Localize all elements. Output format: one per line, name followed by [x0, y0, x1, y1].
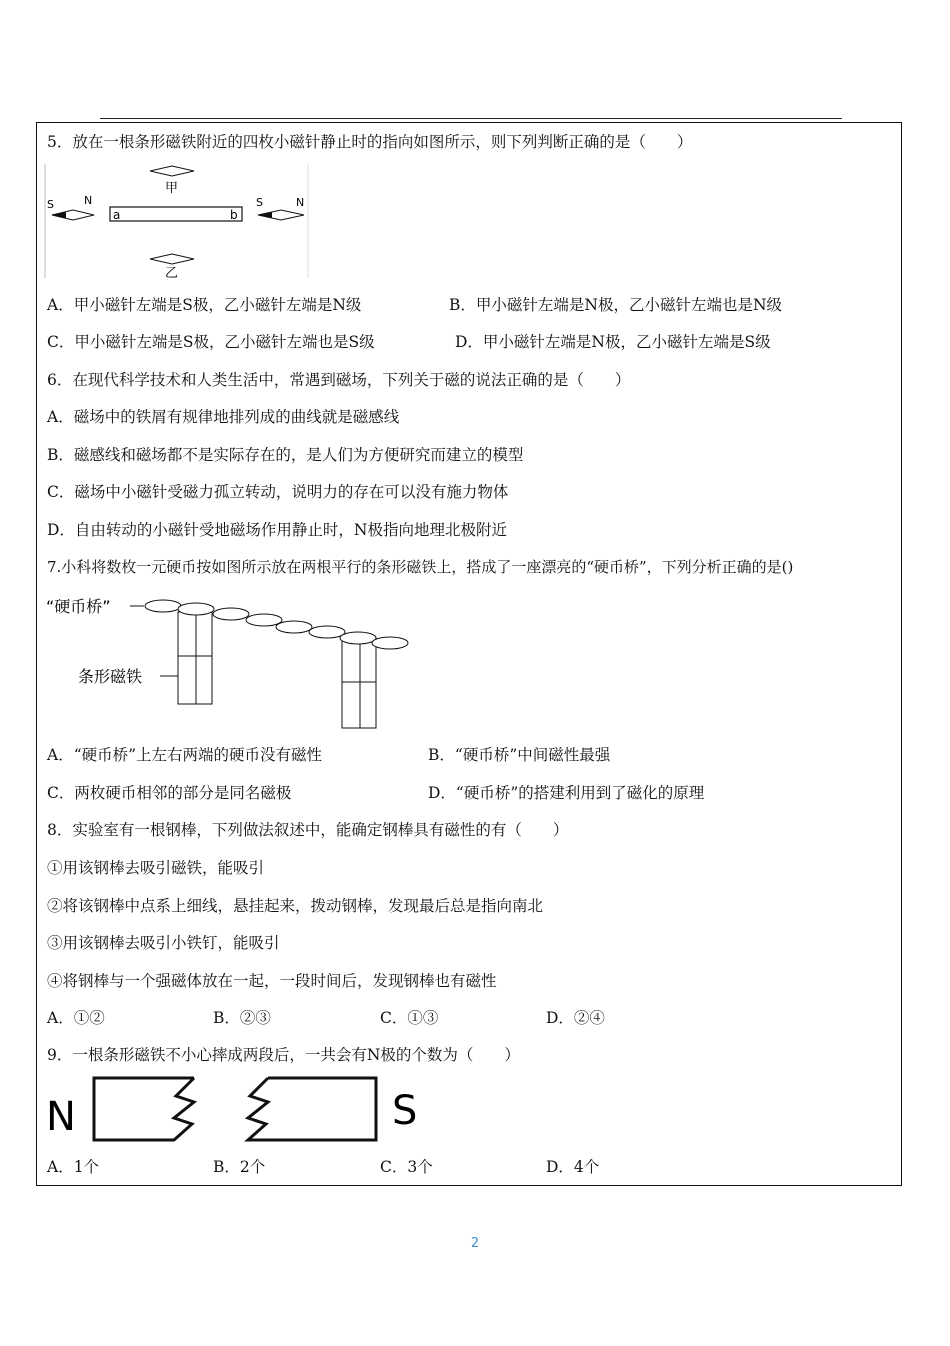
right-magnet-piece: [248, 1078, 376, 1140]
q7-figure-coin-bridge: [44, 592, 414, 734]
q7-option-a: A．“硬币桥”上左右两端的硬币没有磁性: [47, 746, 323, 764]
q7-option-d: D．“硬币桥”的搭建利用到了磁化的原理: [428, 784, 705, 802]
label-n-pole: N: [46, 1094, 76, 1140]
q5-stem: 5．放在一根条形磁铁附近的四枚小磁针静止时的指向如图所示，则下列判断正确的是（ ）: [47, 133, 693, 151]
label-bar-magnet: 条形磁铁: [78, 667, 143, 686]
label-s-pole: S: [392, 1088, 418, 1134]
q6-option-d: D．自由转动的小磁针受地磁场作用静止时，N极指向地理北极附近: [47, 521, 507, 539]
q9-option-a: A．1个: [47, 1158, 100, 1176]
q6-option-a: A．磁场中的铁屑有规律地排列成的曲线就是磁感线: [47, 408, 400, 426]
q9-option-b: B．2个: [213, 1158, 266, 1176]
right-bar-magnet: [342, 638, 376, 728]
q8-option-a: A．①②: [47, 1009, 105, 1027]
q9-option-d: D．4个: [546, 1158, 600, 1176]
q5-option-a: A．甲小磁针左端是S极，乙小磁针左端是N级: [47, 296, 362, 314]
label-jia: 甲: [165, 181, 179, 196]
q9-figure-broken-magnet: [44, 1072, 424, 1146]
q8-option-c: C．①③: [380, 1009, 439, 1027]
q8-item-2: ②将该钢棒中点系上细线，悬挂起来，拨动钢棒，发现最后总是指向南北: [47, 897, 544, 915]
needle-jia: [150, 166, 194, 176]
needle-yi: [150, 254, 194, 264]
q5-option-c: C．甲小磁针左端是S极，乙小磁针左端也是S级: [47, 333, 375, 351]
q8-item-4: ④将钢棒与一个强磁体放在一起，一段时间后，发现钢棒也有磁性: [47, 972, 497, 990]
q9-option-c: C．3个: [380, 1158, 433, 1176]
left-bar-magnet: [178, 612, 212, 704]
q6-stem: 6．在现代科学技术和人类生活中，常遇到磁场，下列关于磁的说法正确的是（ ）: [47, 371, 631, 389]
q8-option-d: D．②④: [546, 1009, 605, 1027]
bar-magnet: [110, 207, 242, 221]
magnet-end-b: b: [230, 208, 238, 222]
q5-figure-magnet-compass: [44, 160, 310, 280]
label-right-n: N: [296, 196, 305, 209]
q8-option-b: B．②③: [213, 1009, 271, 1027]
q8-item-3: ③用该钢棒去吸引小铁钉，能吸引: [47, 934, 280, 952]
q7-option-c: C．两枚硬币相邻的部分是同名磁极: [47, 784, 292, 802]
q9-stem: 9．一根条形磁铁不小心摔成两段后，一共会有N极的个数为（ ）: [47, 1046, 520, 1064]
q5-option-d: D．甲小磁针左端是N极，乙小磁针左端是S级: [455, 333, 771, 351]
page-number: 2: [470, 1236, 480, 1251]
magnet-end-a: a: [113, 208, 121, 222]
label-left-s: S: [47, 198, 54, 211]
q8-stem: 8．实验室有一根钢棒，下列做法叙述中，能确定钢棒具有磁性的有（ ）: [47, 821, 569, 839]
left-magnet-piece: [94, 1078, 194, 1140]
header-rule: [100, 118, 842, 119]
q7-option-b: B．“硬币桥”中间磁性最强: [428, 746, 611, 764]
q6-option-c: C．磁场中小磁针受磁力孤立转动，说明力的存在可以没有施力物体: [47, 483, 509, 501]
label-left-n: N: [84, 194, 93, 207]
q8-item-1: ①用该钢棒去吸引磁铁，能吸引: [47, 859, 265, 877]
q6-option-b: B．磁感线和磁场都不是实际存在的，是人们为方便研究而建立的模型: [47, 446, 524, 464]
label-coin-bridge: “硬币桥”: [46, 597, 111, 616]
label-right-s: S: [256, 196, 263, 209]
q5-option-b: B．甲小磁针左端是N极，乙小磁针左端也是N级: [449, 296, 783, 314]
q7-stem: 7.小科将数枚一元硬币按如图所示放在两根平行的条形磁铁上，搭成了一座漂亮的“硬币桥”，下列分析正确的是(): [47, 558, 794, 576]
label-yi: 乙: [165, 266, 179, 280]
